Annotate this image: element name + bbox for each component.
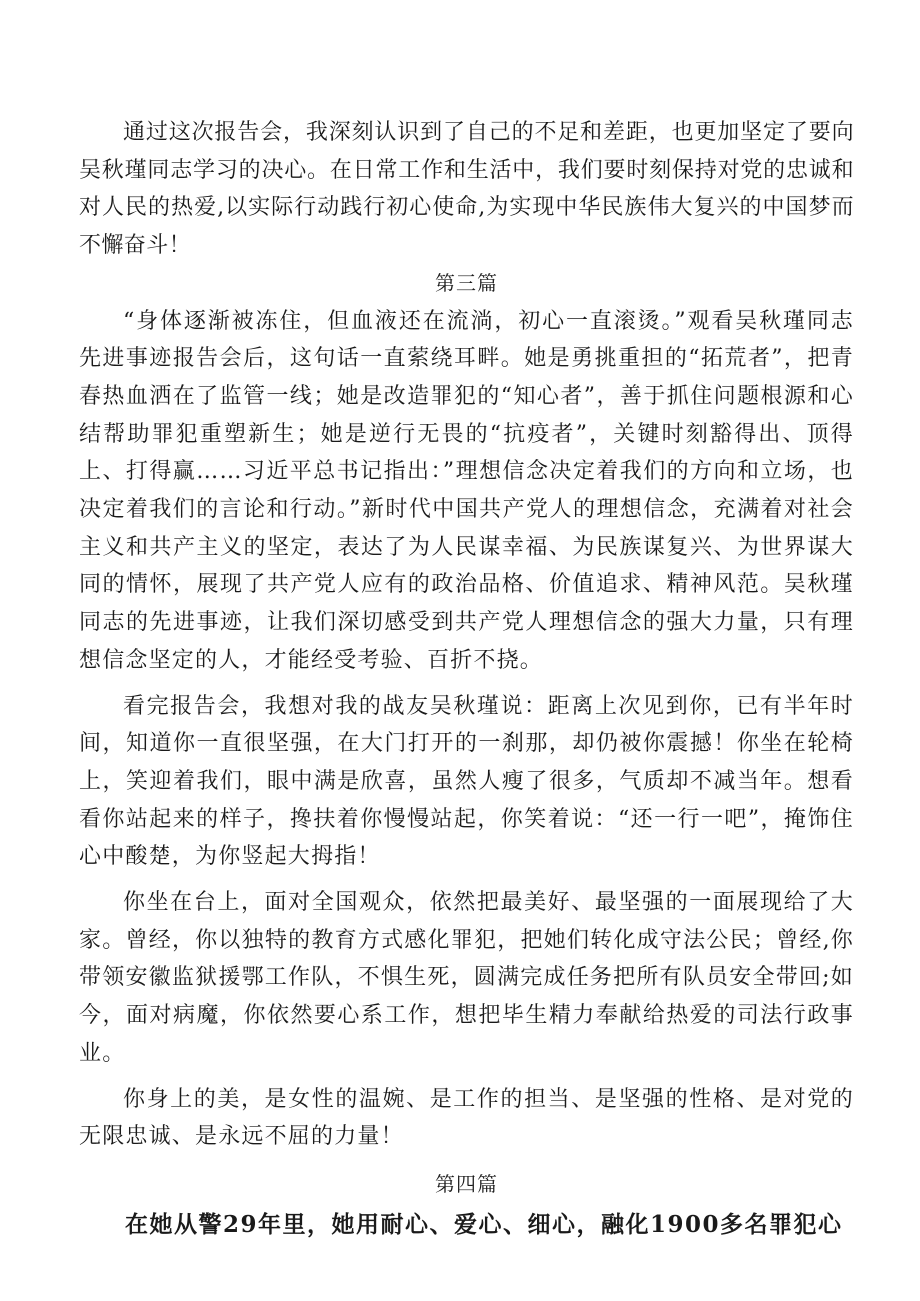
- document-body: [79, 114, 854, 1243]
- section-heading-part-three: 第三篇: [435, 270, 498, 295]
- paragraph-conclusion: 通过这次报告会，我深刻认识到了自己的不足和差距，也更加坚定了要向吴秋瑾同志学习的决心。在日常工作和生活中，我们要时刻保持对党的忠诚和对人民的热爱,以实际行动践行初心使命,为实现中华民族伟大复兴的中国梦而不懈奋斗！: [79, 120, 854, 259]
- paragraph-quote-intro: “身体逐渐被冻住，但血液还在流淌，初心一直滚烫。”观看吴秋瑾同志先进事迹报告会后，这句话一直萦绕耳畔。她是勇挑重担的“拓荒者”，把青春热血洒在了监管一线；她是改造罪犯的“知心者”，善于抓住问题根源和心结帮助罪犯重塑新生；她是逆行无畏的“抗疫者”，关键时刻豁得出、顶得上、打得赢……习近平总书记指出：”理想信念决定着我们的方向和立场，也决定着我们的言论和行动。”新时代中国共产党人的理想信念，充满着对社会主义和共产主义的坚定，表达了为人民谋幸福、为民族谋复兴、为世界谋大同的情怀，展现了共产党人应有的政治品格、价值追求、精神风范。吴秋瑾同志的先进事迹，让我们深切感受到共产党人理想信念的强大力量，只有理想信念坚定的人，才能经受考验、百折不挠。: [79, 308, 854, 673]
- paragraph-police-career: 在她从警29年里，她用耐心、爱心、细心，融化1900多名罪犯心: [125, 1210, 843, 1238]
- paragraph-your-beauty: 你身上的美，是女性的温婉、是工作的担当、是坚强的性格、是对党的无限忠诚、是永远不屈的力量！: [79, 1086, 854, 1150]
- paragraph-on-stage: 你坐在台上，面对全国观众，依然把最美好、最坚强的一面展现给了大家。曾经，你以独特的教育方式感化罪犯，把她们转化成守法公民；曾经,你带领安徽监狱援鄂工作队，不惧生死，圆满完成任务把所有队员安全带回;如今，面对病魔，你依然要心系工作，想把毕生精力奉献给热爱的司法行政事业。: [79, 890, 854, 1066]
- section-heading-part-four: 第四篇: [435, 1171, 498, 1196]
- paragraph-message-to-comrade: 看完报告会，我想对我的战友吴秋瑾说：距离上次见到你，已有半年时间，知道你一直很坚强，在大门打开的一刹那，却仍被你震撼！你坐在轮椅上，笑迎着我们，眼中满是欣喜，虽然人瘦了很多，气质却不减当年。想看看你站起来的样子，搀扶着你慢慢站起，你笑着说：“还一行一吧”，掩饰住心中酸楚，为你竖起大拇指！: [79, 693, 854, 870]
